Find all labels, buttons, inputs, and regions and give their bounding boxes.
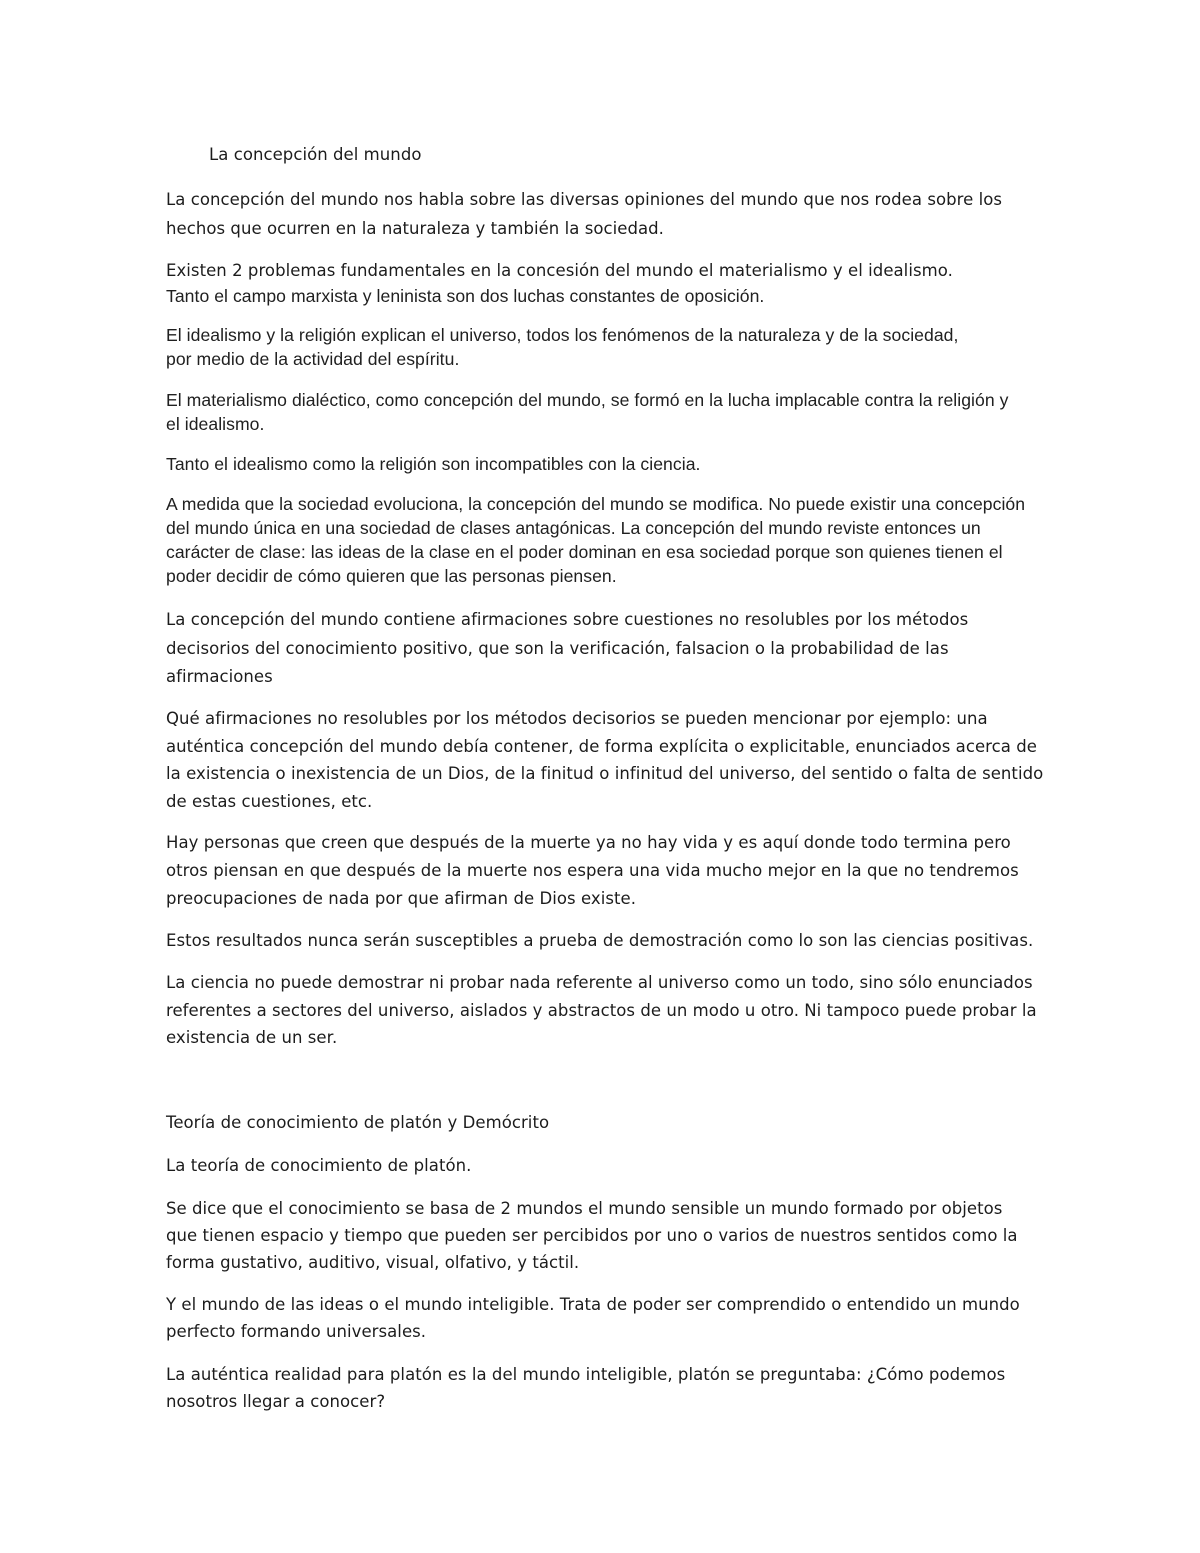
paragraph: La ciencia no puede demostrar ni probar nada referente al universo como un todo, sino sólo enunciados referentes a sectores del universo, aislados y abstractos de un modo u otro. Ni tampoco puede probar la existencia de un ser. [166, 973, 1037, 1047]
paragraph: Tanto el idealismo como la religión son incompatibles con la ciencia. [166, 454, 701, 474]
paragraph: El materialismo dialéctico, como concepción del mundo, se formó en la lucha implacable contra la religión y el idealismo. [166, 390, 1009, 434]
paragraph: Estos resultados nunca serán susceptibles a prueba de demostración como lo son las ciencias positivas. [166, 931, 1034, 950]
paragraph: El idealismo y la religión explican el universo, todos los fenómenos de la naturaleza y de la sociedad, por medio de la actividad del espíritu. [166, 325, 959, 369]
paragraph: La concepción del mundo nos habla sobre las diversas opiniones del mundo que nos rodea sobre los hechos que ocurren en la naturaleza y también la sociedad. [166, 190, 1003, 238]
section-title: Teoría de conocimiento de platón y Demócrito [166, 1113, 550, 1132]
section-subtitle: La teoría de conocimiento de platón. [166, 1156, 472, 1175]
paragraph: Qué afirmaciones no resolubles por los métodos decisorios se pueden mencionar por ejemplo: una auténtica concepción del mundo debía contener, de forma explícita o explicitable, enunciados acerca de la existencia o inexistencia de un Dios, de la finitud o infinitud del universo, del sentido o falta de sentido de estas cuestiones, etc. [166, 709, 1044, 811]
paragraph: A medida que la sociedad evoluciona, la concepción del mundo se modifica. No puede existir una concepción del mundo única en una sociedad de clases antagónicas. La concepción del mundo reviste entonces un carácter de clase: las ideas de la clase en el poder dominan en esa sociedad porque son quienes tienen el poder decidir de cómo quieren que las personas piensen. [166, 494, 1026, 586]
paragraph: Se dice que el conocimiento se basa de 2 mundos el mundo sensible un mundo formado por objetos que tienen espacio y tiempo que pueden ser percibidos por uno o varios de nuestros sentidos como la forma gustativo, auditivo, visual, olfativo, y táctil. [166, 1199, 1018, 1272]
paragraph: La auténtica realidad para platón es la del mundo inteligible, platón se preguntaba: ¿Cómo podemos nosotros llegar a conocer? [166, 1365, 1006, 1411]
paragraph: Hay personas que creen que después de la muerte ya no hay vida y es aquí donde todo termina pero otros piensan en que después de la muerte nos espera una vida mucho mejor en la que no tendremos preocupaciones de nada por que afirman de Dios existe. [166, 833, 1019, 908]
section-title: La concepción del mundo [209, 145, 422, 164]
paragraph: La concepción del mundo contiene afirmaciones sobre cuestiones no resolubles por los métodos decisorios del conocimiento positivo, que son la verificación, falsacion o la probabilidad de las afirmaciones [166, 610, 969, 686]
paragraph: Existen 2 problemas fundamentales en la concesión del mundo el materialismo y el idealismo. [166, 261, 953, 280]
paragraph: Tanto el campo marxista y leninista son dos luchas constantes de oposición. [166, 286, 765, 306]
paragraph: Y el mundo de las ideas o el mundo inteligible. Trata de poder ser comprendido o entendido un mundo perfecto formando universales. [166, 1295, 1020, 1341]
